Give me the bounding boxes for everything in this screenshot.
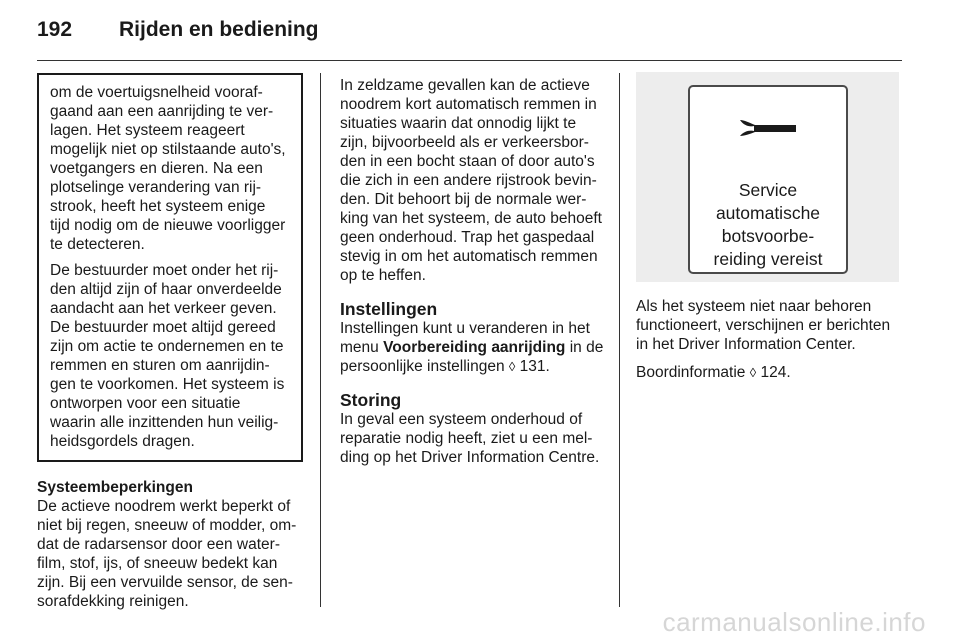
figure-caption: Als het systeem niet naar behoren functioneert, verschijnen er berichten in het Driver Information Center. (636, 298, 891, 353)
reference-line (636, 363, 903, 382)
column-divider-1 (320, 73, 321, 607)
system-limits-text: De actieve noodrem werkt beperkt of niet bij regen, sneeuw of modder, om- dat de radarsensor door een water- film, stof, ijs, of sneeuw bedekt kan zijn. Bij een vervuilde sensor, de sen- sorafdekking reinigen. (37, 498, 297, 610)
page-reference-icon: ◊ (508, 359, 516, 374)
column-right (636, 72, 903, 382)
page-number: 192 (37, 18, 73, 41)
watermark: carmanualsonline.info (662, 607, 926, 637)
display-figure (636, 72, 899, 282)
settings-menu-name: Voorbereiding aanrijding (383, 339, 566, 356)
reference-page: 124. (756, 364, 791, 381)
warning-paragraph-1: om de voertuigsnelheid vooraf- gaand aan een aanrijding te ver- lagen. Het systeem reageert mogelijk niet op stilstaande auto's, voetgangers en dieren. Na een plotselinge verandering van rij- strook, heeft het systeem enige tijd nodig om de nieuwe voorligger te detecteren. (50, 84, 286, 253)
column-left (37, 73, 304, 611)
settings-text-before: Instellingen kunt u veranderen in het menu (340, 320, 590, 356)
reference-text: Boordinformatie (636, 364, 750, 381)
settings-text (340, 319, 606, 376)
page-header (37, 18, 319, 42)
warning-box (37, 73, 303, 462)
warning-paragraph-2: De bestuurder moet onder het rij- den altijd zijn of haar onverdeelde aandacht aan het verkeer geven. De bestuurder moet altijd gereed zijn om actie te ondernemen en te remmen en sturen om aanrijdin- gen te voorkomen. Het systeem is ontworpen voor een situatie waarin alle inzittenden hun veilig- heidsgordels dragen. (50, 262, 285, 450)
fault-heading: Storing (340, 390, 402, 410)
page-title: Rijden en bediening (119, 18, 319, 41)
settings-ref-page: 131. (515, 358, 550, 375)
service-message: Service automatische botsvoorbe- reiding vereist (713, 180, 823, 269)
wrench-icon (738, 117, 798, 139)
info-display-screen (688, 85, 848, 274)
intro-paragraph: In zeldzame gevallen kan de actieve noodrem kort automatisch remmen in situaties waarin dat onnodig lijkt te zijn, bijvoorbeeld als er verkeersbor- den in een bocht staan of door auto's die zich in een andere rijstrook bevin- den. Dit behoort bij de normale wer- king van het systeem, de auto behoeft geen onderhoud. Trap het gaspedaal stevig in om het automatisch remmen op te heffen. (340, 77, 602, 284)
fault-text: In geval een systeem onderhoud of reparatie nodig heeft, ziet u een mel- ding op het Driver Information Centre. (340, 411, 600, 466)
header-divider (37, 60, 902, 61)
column-divider-2 (619, 73, 620, 607)
subheading-system-limits: Systeembeperkingen (37, 479, 193, 496)
settings-heading: Instellingen (340, 299, 438, 319)
column-middle (340, 76, 606, 467)
settings-text-middle: in de persoonlijke instellingen (340, 339, 604, 375)
page-reference-icon: ◊ (749, 365, 757, 380)
